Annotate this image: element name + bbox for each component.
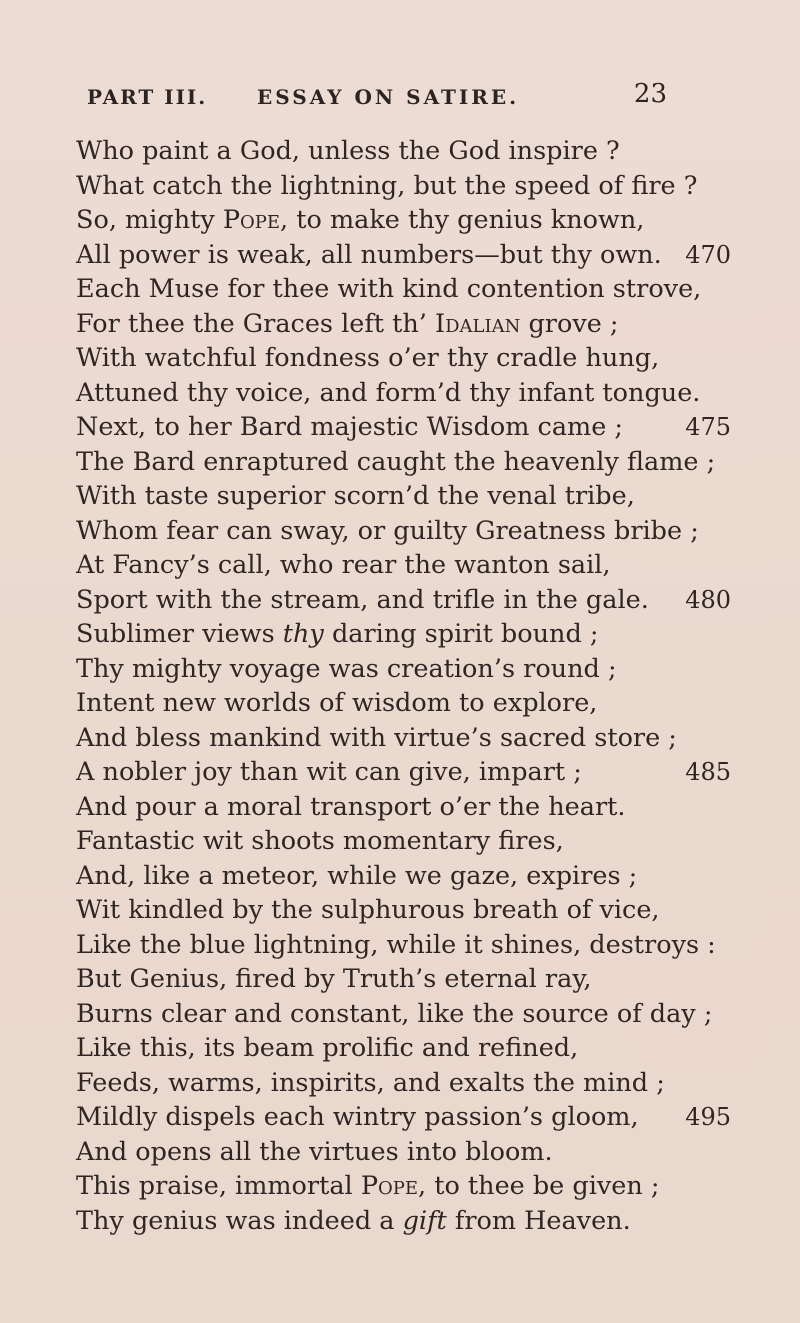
verse-segment: Feeds, warms, inspirits, and exalts the mind ;	[76, 1067, 665, 1098]
verse-segment: Burns clear and constant, like the source of day ;	[76, 998, 713, 1029]
small-caps-word: Pope	[222, 205, 281, 235]
verse-segment: Sublimer views	[76, 619, 283, 649]
verse-line	[76, 479, 716, 514]
verse-text	[76, 1169, 659, 1204]
verse-text	[76, 1135, 553, 1170]
verse-line	[76, 410, 731, 445]
verse-text	[76, 410, 623, 445]
verse-text	[76, 824, 564, 859]
verse-line	[76, 1066, 716, 1101]
verse-line	[76, 721, 716, 756]
verse-line	[76, 203, 716, 238]
verse-line	[76, 548, 716, 583]
verse-line	[76, 583, 731, 618]
verse-segment: A nobler joy than wit can give, impart ;	[76, 757, 582, 787]
verse-segment: The Bard enraptured caught the heavenly flame ;	[76, 446, 716, 477]
part-label: PART III.	[87, 85, 208, 109]
verse-line	[76, 617, 716, 652]
verse-text	[76, 928, 716, 963]
verse-segment: Who paint a God, unless the God inspire ?	[76, 136, 620, 166]
running-title: ESSAY ON SATIRE.	[257, 85, 520, 109]
verse-text	[76, 169, 697, 204]
verse-line	[76, 272, 716, 307]
verse-segment: Wit kindled by the sulphurous breath of vice,	[76, 895, 660, 925]
verse-line	[76, 652, 716, 687]
verse-segment: And, like a meteor, while we gaze, expires ;	[76, 860, 638, 891]
verse-text	[76, 893, 660, 928]
verse-segment: Fantastic wit shoots momentary fires,	[76, 826, 564, 856]
italic-word: thy	[282, 619, 324, 649]
verse-text	[76, 203, 644, 238]
verse-line	[76, 859, 716, 894]
small-caps-word: Idalian	[435, 308, 521, 339]
verse-text	[76, 859, 637, 894]
verse-segment: But Genius, fired by Truth’s eternal ray,	[76, 964, 592, 994]
verse-text	[76, 1066, 665, 1101]
verse-line	[76, 755, 731, 790]
verse-text	[76, 376, 700, 411]
verse-text	[76, 1031, 578, 1066]
line-number: 475	[685, 413, 731, 441]
verse-line	[76, 686, 716, 721]
running-header	[87, 79, 667, 125]
verse-line	[76, 824, 716, 859]
verse-line	[76, 514, 716, 549]
verse-text	[76, 307, 619, 342]
verse-line	[76, 928, 716, 963]
verse-text	[76, 617, 598, 652]
verse-segment: Mildly dispels each wintry passion’s gloom,	[76, 1102, 639, 1132]
verse-line	[76, 997, 716, 1032]
verse-segment: Thy mighty voyage was creation’s round ;	[76, 653, 617, 684]
verse-segment: At Fancy’s call, who rear the wanton sail,	[76, 550, 611, 580]
verse-line	[76, 238, 731, 273]
verse-segment: For thee the Graces left th’	[76, 308, 436, 339]
verse-text	[76, 962, 591, 997]
verse-segment: What catch the lightning, but the speed of fire ?	[76, 170, 698, 201]
verse-segment: Attuned thy voice, and form’d thy infant tongue.	[76, 377, 701, 408]
verse-segment: Sport with the stream, and trifle in the gale.	[76, 584, 649, 615]
verse-text	[76, 548, 611, 583]
verse-line	[76, 1135, 716, 1170]
verse-text	[76, 1204, 631, 1239]
verse-text	[76, 790, 626, 825]
verse-segment: Like this, its beam prolific and refined,	[76, 1033, 579, 1063]
verse-segment: So, mighty	[76, 205, 223, 235]
verse-text	[76, 721, 677, 756]
verse-segment: With taste superior scorn’d the venal tribe,	[76, 481, 635, 511]
line-number: 495	[685, 1103, 731, 1131]
verse-text	[76, 272, 701, 307]
verse-segment: And pour a moral transport o’er the heart.	[76, 791, 626, 822]
verse-line	[76, 962, 716, 997]
verse-line	[76, 341, 716, 376]
verse-line	[76, 169, 716, 204]
verse-line	[76, 376, 716, 411]
verse-line	[76, 1169, 716, 1204]
line-number: 470	[685, 240, 731, 269]
verse-segment: With watchful fondness o’er thy cradle hung,	[76, 343, 660, 373]
page-number: 23	[633, 79, 667, 109]
verse-segment: , to make thy genius known,	[280, 205, 645, 235]
verse-text	[76, 1100, 639, 1135]
verse-line	[76, 1204, 716, 1239]
verse-text	[76, 652, 617, 687]
italic-word: gift	[402, 1205, 447, 1236]
verse-text	[76, 997, 712, 1032]
verse-segment: This praise, immortal	[76, 1171, 361, 1201]
verse-text	[76, 445, 715, 480]
verse-text	[76, 514, 699, 549]
verse-text	[76, 755, 582, 790]
verse-line	[76, 790, 716, 825]
poem-body	[76, 134, 731, 1238]
verse-line	[76, 307, 716, 342]
verse-text	[76, 686, 597, 721]
verse-segment: And bless mankind with virtue’s sacred store ;	[76, 722, 677, 753]
verse-segment: from Heaven.	[446, 1205, 631, 1236]
verse-line	[76, 1031, 716, 1066]
verse-line	[76, 1100, 731, 1135]
verse-segment: , to thee be given ;	[417, 1171, 660, 1201]
verse-line	[76, 134, 716, 169]
verse-segment: And opens all the virtues into bloom.	[76, 1136, 553, 1167]
verse-text	[76, 583, 649, 618]
verse-segment: Each Muse for thee with kind contention strove,	[76, 274, 702, 304]
verse-line	[76, 445, 716, 480]
verse-segment: Like the blue lightning, while it shines, destroys :	[76, 929, 716, 960]
verse-segment: All power is weak, all numbers—but thy own.	[76, 239, 662, 270]
verse-segment: Next, to her Bard majestic Wisdom came ;	[76, 412, 623, 442]
verse-text	[76, 341, 659, 376]
verse-segment: daring spirit bound ;	[323, 619, 599, 649]
verse-segment: Thy genius was indeed a	[76, 1205, 403, 1236]
verse-text	[76, 479, 635, 514]
small-caps-word: Pope	[360, 1171, 418, 1201]
verse-segment: Whom fear can sway, or guilty Greatness bribe ;	[76, 515, 699, 546]
verse-text	[76, 134, 620, 169]
line-number: 480	[685, 585, 731, 614]
verse-line	[76, 893, 716, 928]
verse-text	[76, 238, 662, 273]
line-number: 485	[685, 758, 731, 786]
verse-segment: Intent new worlds of wisdom to explore,	[76, 688, 598, 718]
verse-segment: grove ;	[520, 308, 619, 339]
